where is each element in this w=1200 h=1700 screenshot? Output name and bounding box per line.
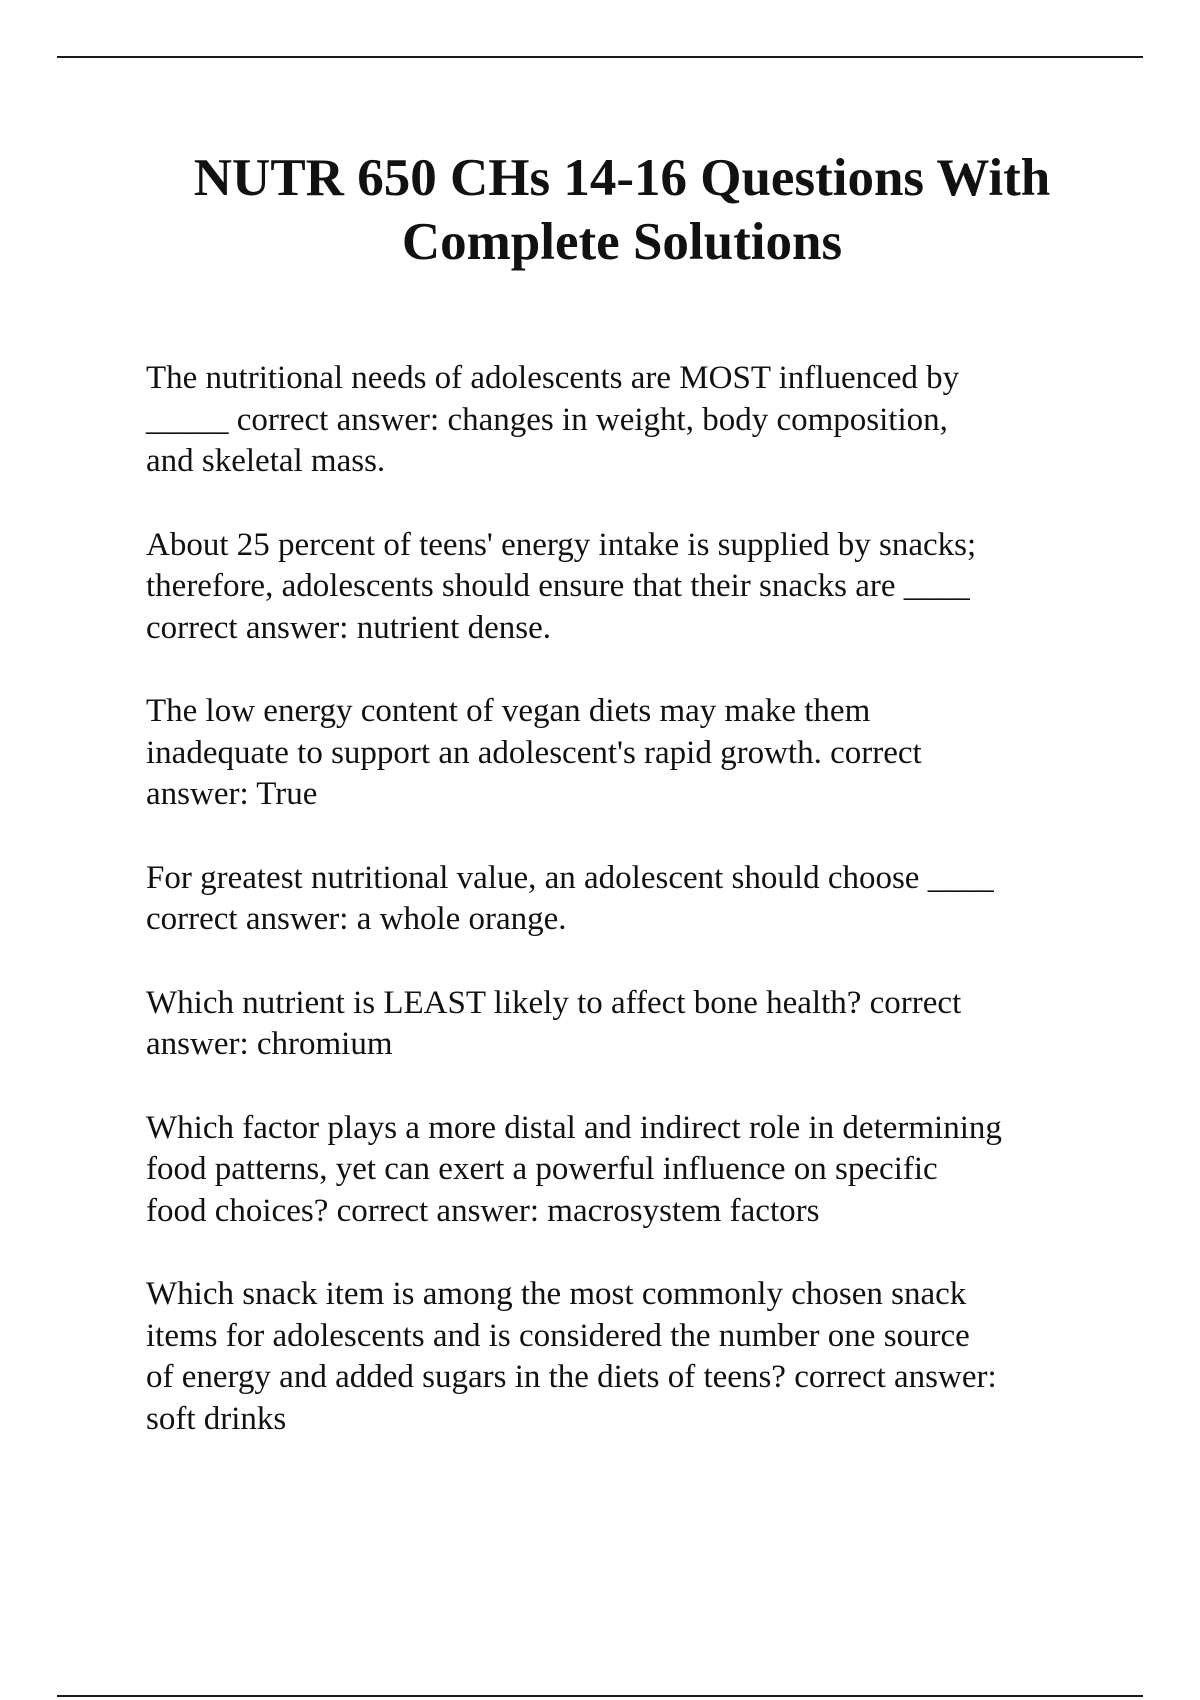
question-item: For greatest nutritional value, an adolescent should choose ____ correct answer: a whole orange.: [146, 859, 994, 937]
question-item: About 25 percent of teens' energy intake is supplied by snacks; therefore, adolescents should ensure that their snacks are ____ correct answer: nutrient dense.: [146, 526, 977, 646]
title-line-2: Complete Solutions: [401, 213, 843, 271]
question-item: The nutritional needs of adolescents are MOST influenced by _____ correct answer: changes in weight, body composition, and skeletal mass.: [146, 360, 960, 479]
question-item: Which snack item is among the most commonly chosen snack items for adolescents and is considered the number one source of energy and added sugars in the diets of teens? correct answer: soft drinks: [146, 1276, 997, 1437]
bottom-divider: [57, 1695, 1143, 1697]
question-list: [146, 358, 1146, 1482]
document-title: [100, 146, 1144, 274]
top-divider: [57, 56, 1143, 58]
question-item: The low energy content of vegan diets may make them inadequate to support an adolescent's rapid growth. correct answer: True: [146, 693, 922, 812]
question-item: Which nutrient is LEAST likely to affect bone health? correct answer: chromium: [146, 984, 962, 1062]
title-line-1: NUTR 650 CHs 14-16 Questions With: [193, 149, 1051, 207]
question-item: Which factor plays a more distal and indirect role in determining food patterns, yet can exert a powerful influence on specific food choices? correct answer: macrosystem factors: [146, 1109, 1002, 1229]
